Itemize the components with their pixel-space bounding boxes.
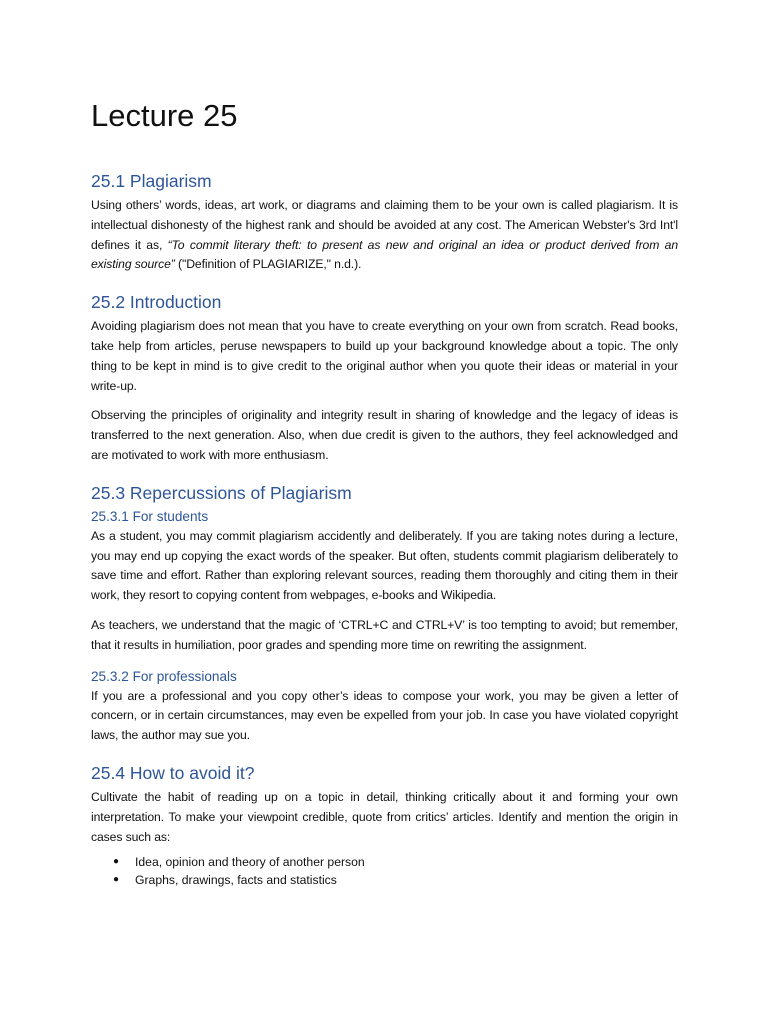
subsection-professionals [91,668,678,746]
citation-text: ("Definition of PLAGIARIZE," n.d.). [174,257,362,272]
paragraph-text: Using others’ words, ideas, art work, or diagrams and claiming them to be your own is called plagiarism. It is intellectual dishonesty of the highest rank and should be avoided at any cost. The American Webster's 3rd Int'l defines it as, [91,198,678,252]
list-item-text: Idea, opinion and theory of another person [135,855,365,870]
section-heading: 25.2 Introduction [91,292,222,313]
list-item [91,871,678,889]
section-heading: 25.1 Plagiarism [91,171,212,191]
paragraph: Avoiding plagiarism does not mean that you have to create everything on your own from scratch. Read books, take help from articles, peruse newspapers to build up your background knowledge about a topic. The only thing to be kept in mind is to give credit to the original author when you quote their ideas or material in your write-up. [91,319,678,393]
section-plagiarism [91,170,678,275]
section-heading: 25.4 How to avoid it? [91,762,255,783]
paragraph: If you are a professional and you copy other’s ideas to compose your work, you may be given a letter of concern, or in certain circumstances, may even be expelled from your job. In case you have violated copyright laws, the author may sue you. [91,688,678,743]
paragraph: Cultivate the habit of reading up on a topic in detail, thinking critically about it and forming your own interpretation. To make your viewpoint credible, quote from critics’ articles. Identify and mention the origin in cases such as: [91,789,678,844]
section-heading: 25.3 Repercussions of Plagiarism [91,482,352,503]
paragraph [91,196,678,275]
subsection-heading: 25.3.2 For professionals [91,668,237,684]
bullet-icon: ● [113,874,120,886]
section-repercussions [91,482,678,746]
paragraph: As a student, you may commit plagiarism accidently and deliberately. If you are taking notes during a lecture, you may end up copying the exact words of the speaker. But often, students commit plagiarism deliberately to save time and effort. Rather than exploring relevant sources, reading them thoroughly and citing them in their work, they resort to copying content from webpages, e-books and Wikipedia. [91,528,678,603]
subsection-heading: 25.3.1 For students [91,508,209,524]
list-item [91,853,678,871]
bullet-icon: ● [113,856,120,868]
paragraph: As teachers, we understand that the magic of ‘CTRL+C and CTRL+V’ is too tempting to avoid; but remember, that it results in humiliation, poor grades and spending more time on rewriting the assignment. [91,617,678,652]
list-item-text: Graphs, drawings, facts and statistics [135,873,337,888]
bullet-list [91,853,678,889]
definition-quote: “To commit literary theft: to present as new and original an idea or product derived from an existing source” [91,237,678,272]
section-introduction [91,291,678,466]
section-how-to-avoid [91,762,678,889]
page-title: Lecture 25 [91,98,238,133]
paragraph: Observing the principles of originality and integrity result in sharing of knowledge and the legacy of ideas is transferred to the next generation. Also, when due credit is given to the authors, they feel acknowledged and are motivated to work with more enthusiasm. [91,408,678,462]
